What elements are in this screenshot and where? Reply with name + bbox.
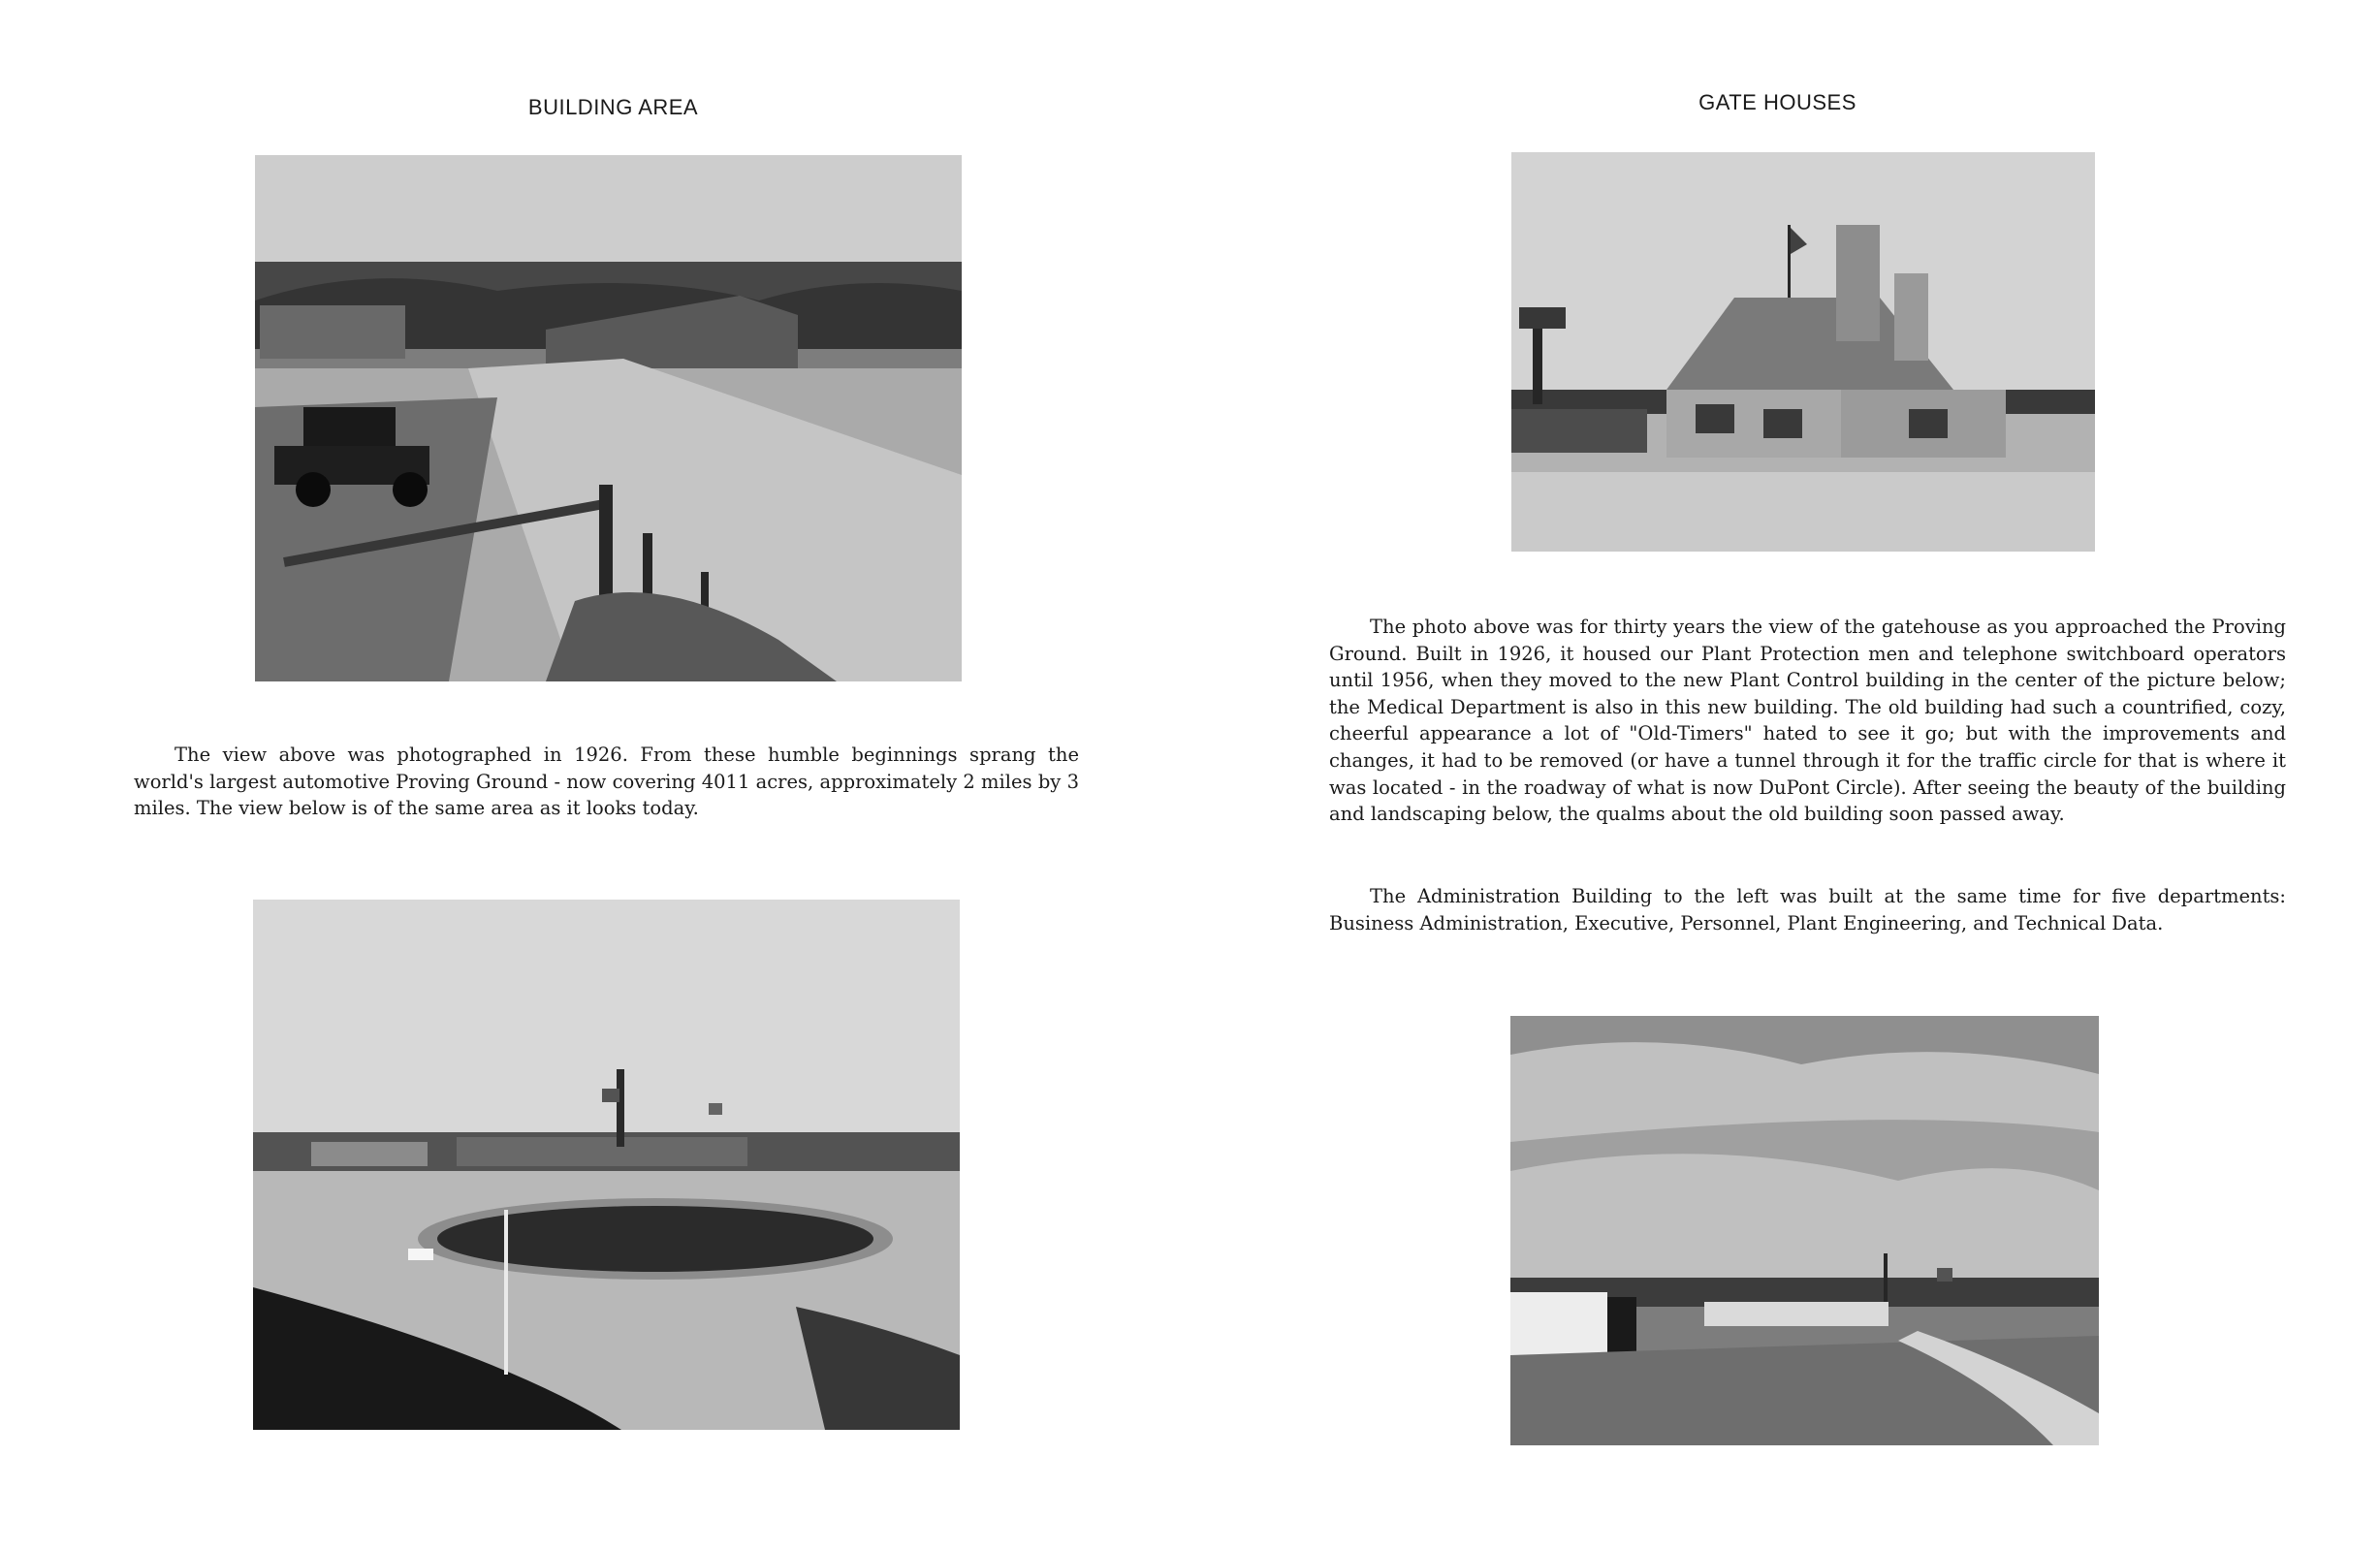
building-area-heading: BUILDING AREA (527, 95, 699, 119)
old-gatehouse-photo (1511, 152, 2095, 552)
plant-control-building-photo (1510, 1016, 2099, 1445)
gatehouse-paragraph-2: The Administration Building to the left was built at the same time for five departments: Business Administration, Executive, Personnel, Plant Engineering, and Technical Data. (1329, 885, 2286, 934)
gate-houses-heading: GATE HOUSES (1698, 90, 1856, 114)
modern-traffic-circle-photo (253, 900, 960, 1430)
1926-building-area-photo (255, 155, 962, 681)
right-page (1190, 0, 2380, 1551)
gatehouse-paragraph-1: The photo above was for thirty years the view of the gatehouse as you approached the Proving Ground. Built in 1926, it housed our Plant Protection men and telephone switchboard operators until 1956, when they moved to the new Plant Control building in the center of the picture below; the Medical Department is also in this new building. The old building had such a countrified, cozy, cheerful appearance a lot of "Old-Timers" hated to see it go; but with the improvements and changes, it had to be removed (or have a tunnel through it for the traffic circle for that is where it was located - in the roadway of what is now DuPont Circle). After seeing the beauty of the building and landscaping below, the qualms about the old building soon passed away. (1329, 616, 2286, 826)
building-area-caption: The view above was photographed in 1926. From these humble beginnings sprang the world's largest automotive Proving Ground - now covering 4011 acres, approximately 2 miles by 3 miles. The view below is of the same area as it looks today. (134, 744, 1079, 820)
